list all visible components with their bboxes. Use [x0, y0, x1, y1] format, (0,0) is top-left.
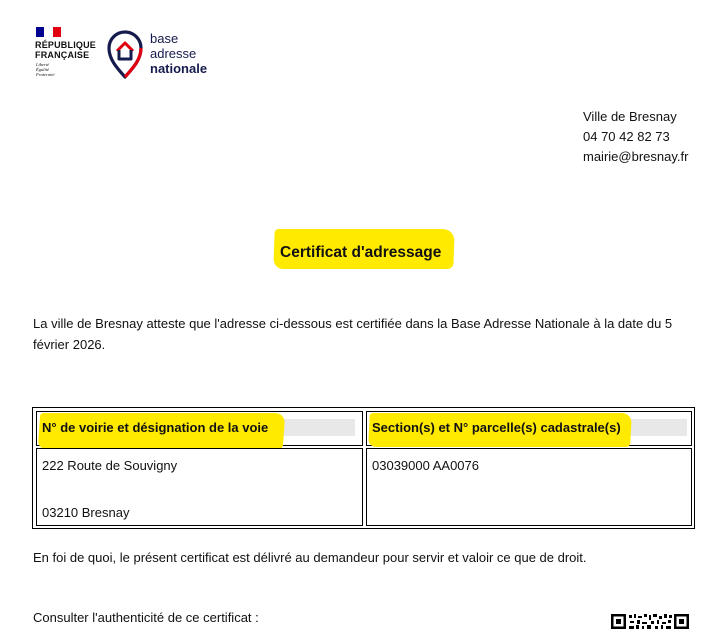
republique-motto: Liberté Égalité Fraternité — [36, 62, 55, 77]
contact-email: mairie@bresnay.fr — [583, 149, 689, 164]
map-pin-house-icon — [106, 29, 144, 79]
republique-francaise-logo: RÉPUBLIQUE FRANÇAISE — [35, 40, 97, 60]
qr-code-icon[interactable] — [611, 614, 689, 629]
column-header-parcel: Section(s) et N° parcelle(s) cadastrale(s) — [372, 420, 621, 435]
street-address: 222 Route de Souvigny — [42, 458, 178, 473]
certificate-statement: En foi de quoi, le présent certificat est délivré au demandeur pour servir et valoir ce que de droit. — [33, 550, 587, 565]
republique-francaise-flag-icon — [36, 27, 61, 37]
contact-phone: 04 70 42 82 73 — [583, 129, 670, 144]
postal-city: 03210 Bresnay — [42, 505, 130, 520]
contact-name: Ville de Bresnay — [583, 109, 677, 124]
contact-block — [583, 107, 688, 167]
intro-paragraph: La ville de Bresnay atteste que l'adresse ci-dessous est certifiée dans la Base Adresse Nationale à la date du 5 février 2026. — [33, 316, 673, 352]
page-title: Certificat d'adressage — [280, 244, 442, 261]
authenticity-label: Consulter l'authenticité de ce certificat : — [33, 610, 259, 625]
parcel-reference: 03039000 AA0076 — [372, 458, 479, 473]
column-header-street: N° de voirie et désignation de la voie — [42, 420, 269, 435]
address-table — [32, 407, 695, 529]
base-adresse-nationale-logo: base adresse nationale — [150, 31, 208, 76]
